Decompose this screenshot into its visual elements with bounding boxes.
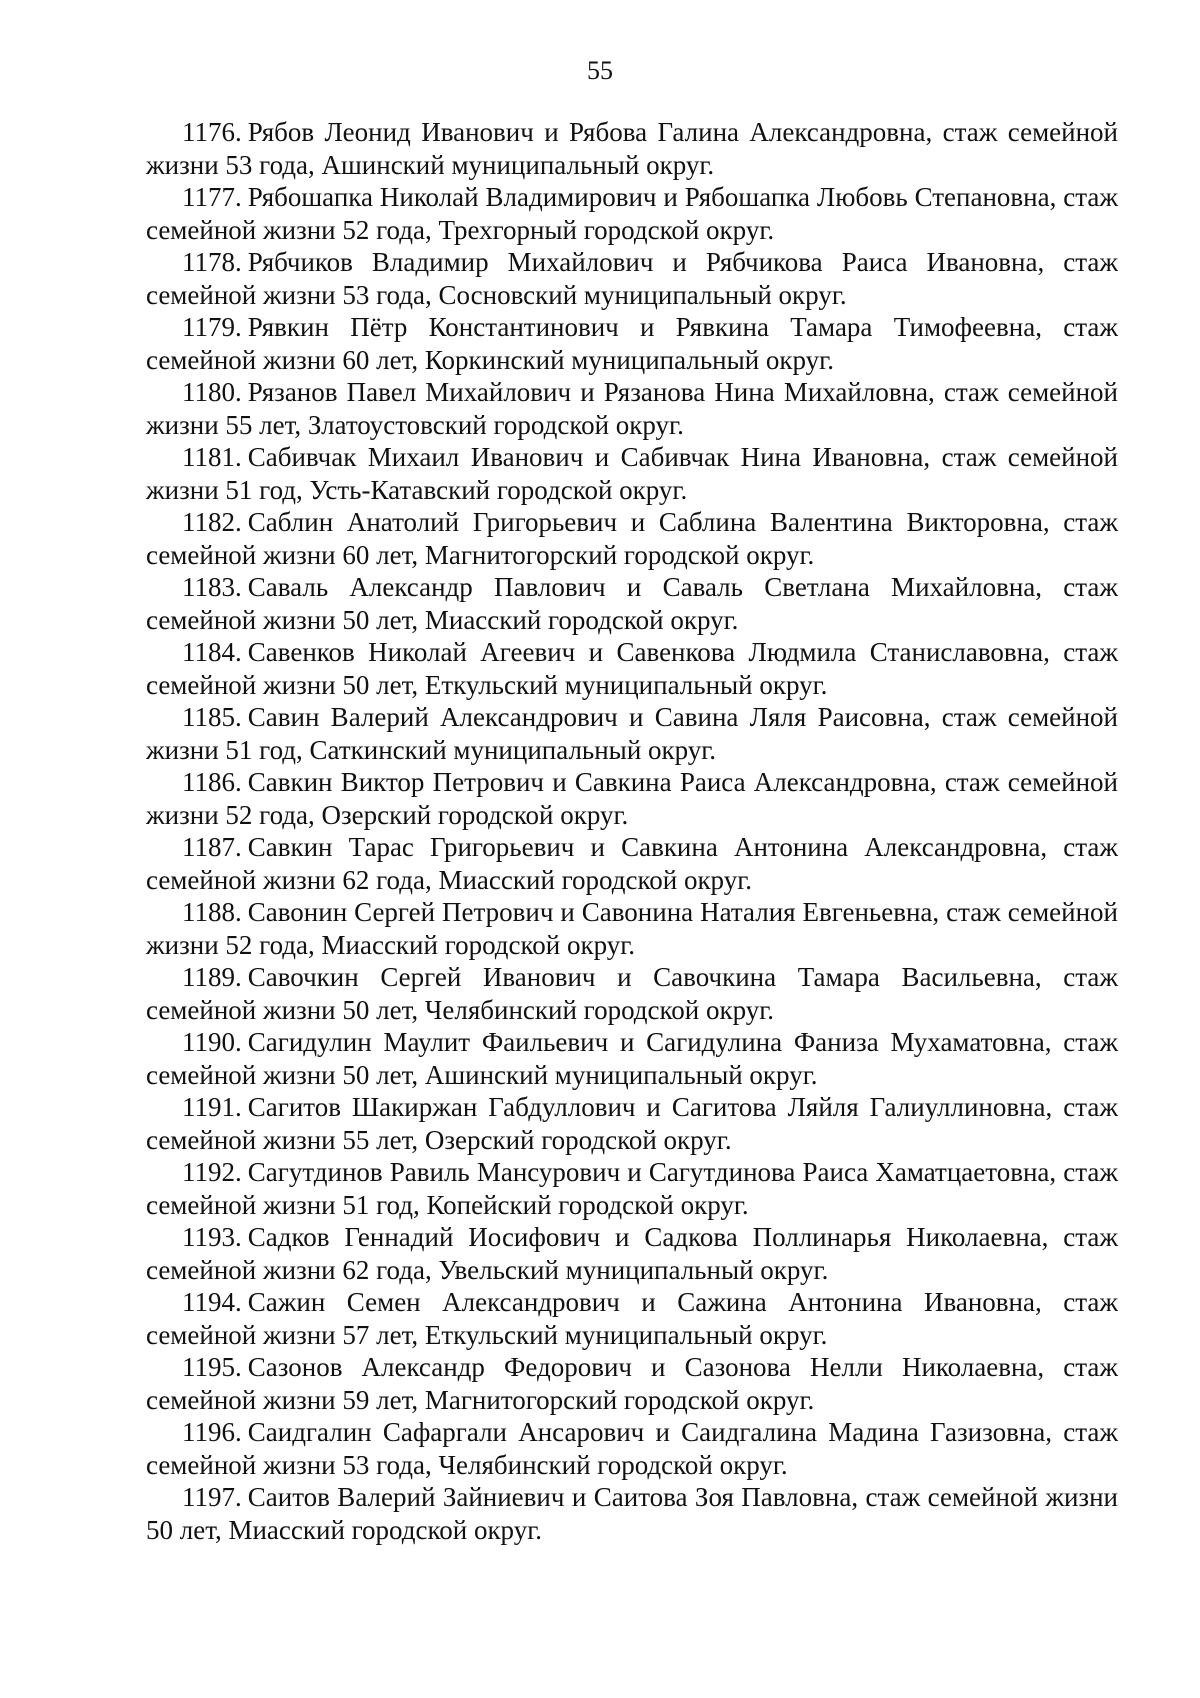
list-item xyxy=(146,571,1118,636)
list-item xyxy=(146,506,1118,571)
entry-number: 1180. xyxy=(182,377,242,407)
entry-text: Рявкин Пётр Константинович и Рявкина Тамара Тимофеевна, стаж семейной жизни 60 лет, Коркинский муниципальный округ. xyxy=(146,312,1118,375)
entry-text: Саблин Анатолий Григорьевич и Саблина Валентина Викторовна, стаж семейной жизни 60 лет, Магнитогорский городской округ. xyxy=(146,507,1118,570)
entry-number: 1197. xyxy=(182,1482,242,1512)
entry-text: Саваль Александр Павлович и Саваль Светлана Михайловна, стаж семейной жизни 50 лет, Миасский городской округ. xyxy=(146,572,1118,635)
list-item xyxy=(146,1091,1118,1156)
list-item xyxy=(146,1221,1118,1286)
entry-text: Савкин Тарас Григорьевич и Савкина Антонина Александровна, стаж семейной жизни 62 года, Миасский городской округ. xyxy=(146,832,1118,895)
entry-text: Садков Геннадий Иосифович и Садкова Поллинарья Николаевна, стаж семейной жизни 62 года, Увельский муниципальный округ. xyxy=(146,1222,1118,1285)
entry-list xyxy=(146,116,1118,1546)
list-item xyxy=(146,1351,1118,1416)
entry-text: Саитов Валерий Зайниевич и Саитова Зоя Павловна, стаж семейной жизни 50 лет, Миасский городской округ. xyxy=(146,1482,1118,1545)
list-item xyxy=(146,1156,1118,1221)
entry-text: Савин Валерий Александрович и Савина Ляля Раисовна, стаж семейной жизни 51 год, Саткинский муниципальный округ. xyxy=(146,702,1118,765)
entry-text: Савенков Николай Агеевич и Савенкова Людмила Станиславовна, стаж семейной жизни 50 лет, Еткульский муниципальный округ. xyxy=(146,637,1118,700)
entry-number: 1188. xyxy=(182,897,242,927)
entry-text: Рябошапка Николай Владимирович и Рябошапка Любовь Степановна, стаж семейной жизни 52 года, Трехгорный городской округ. xyxy=(146,182,1118,245)
entry-text: Рябчиков Владимир Михайлович и Рябчикова Раиса Ивановна, стаж семейной жизни 53 года, Сосновский муниципальный округ. xyxy=(146,247,1118,310)
entry-number: 1194. xyxy=(182,1287,242,1317)
entry-number: 1191. xyxy=(182,1092,242,1122)
entry-number: 1179. xyxy=(182,312,242,342)
entry-number: 1196. xyxy=(182,1417,242,1447)
list-item xyxy=(146,831,1118,896)
entry-number: 1185. xyxy=(182,702,242,732)
entry-number: 1178. xyxy=(182,247,242,277)
entry-text: Сажин Семен Александрович и Сажина Антонина Ивановна, стаж семейной жизни 57 лет, Еткульский муниципальный округ. xyxy=(146,1287,1118,1350)
entry-number: 1189. xyxy=(182,962,242,992)
list-item xyxy=(146,1481,1118,1546)
list-item xyxy=(146,636,1118,701)
list-item xyxy=(146,441,1118,506)
entry-number: 1193. xyxy=(182,1222,242,1252)
entry-text: Савкин Виктор Петрович и Савкина Раиса Александровна, стаж семейной жизни 52 года, Озерский городской округ. xyxy=(146,767,1118,830)
list-item xyxy=(146,896,1118,961)
list-item xyxy=(146,1026,1118,1091)
entry-text: Савонин Сергей Петрович и Савонина Наталия Евгеньевна, стаж семейной жизни 52 года, Миасский городской округ. xyxy=(146,897,1118,960)
entry-number: 1187. xyxy=(182,832,242,862)
list-item xyxy=(146,116,1118,181)
entry-text: Сазонов Александр Федорович и Сазонова Нелли Николаевна, стаж семейной жизни 59 лет, Магнитогорский городской округ. xyxy=(146,1352,1118,1415)
entry-number: 1183. xyxy=(182,572,242,602)
entry-number: 1192. xyxy=(182,1157,242,1187)
entry-text: Сагитов Шакиржан Габдуллович и Сагитова Ляйля Галиуллиновна, стаж семейной жизни 55 лет, Озерский городской округ. xyxy=(146,1092,1118,1155)
entry-text: Сагутдинов Равиль Мансурович и Сагутдинова Раиса Хаматцаетовна, стаж семейной жизни 51 год, Копейский городской округ. xyxy=(146,1157,1118,1220)
list-item xyxy=(146,766,1118,831)
entry-text: Сагидулин Маулит Фаильевич и Сагидулина Фаниза Мухаматовна, стаж семейной жизни 50 лет, Ашинский муниципальный округ. xyxy=(146,1027,1118,1090)
list-item xyxy=(146,961,1118,1026)
entry-text: Рябов Леонид Иванович и Рябова Галина Александровна, стаж семейной жизни 53 года, Ашинский муниципальный округ. xyxy=(146,117,1118,180)
entry-number: 1177. xyxy=(182,182,242,212)
list-item xyxy=(146,701,1118,766)
entry-text: Саидгалин Сафаргали Ансарович и Саидгалина Мадина Газизовна, стаж семейной жизни 53 года, Челябинский городской округ. xyxy=(146,1417,1118,1480)
entry-text: Рязанов Павел Михайлович и Рязанова Нина Михайловна, стаж семейной жизни 55 лет, Златоустовский городской округ. xyxy=(146,377,1118,440)
entry-number: 1182. xyxy=(182,507,242,537)
entry-number: 1186. xyxy=(182,767,242,797)
list-item xyxy=(146,246,1118,311)
list-item xyxy=(146,376,1118,441)
entry-text: Савочкин Сергей Иванович и Савочкина Тамара Васильевна, стаж семейной жизни 50 лет, Челябинский городской округ. xyxy=(146,962,1118,1025)
page-number: 55 xyxy=(587,56,613,85)
list-item xyxy=(146,1416,1118,1481)
entry-number: 1184. xyxy=(182,637,242,667)
entry-number: 1195. xyxy=(182,1352,242,1382)
list-item xyxy=(146,181,1118,246)
entry-number: 1181. xyxy=(182,442,242,472)
list-item xyxy=(146,1286,1118,1351)
entry-number: 1176. xyxy=(182,117,242,147)
list-item xyxy=(146,311,1118,376)
entry-text: Сабивчак Михаил Иванович и Сабивчак Нина Ивановна, стаж семейной жизни 51 год, Усть-Катавский городской округ. xyxy=(146,442,1118,505)
entry-number: 1190. xyxy=(182,1027,242,1057)
